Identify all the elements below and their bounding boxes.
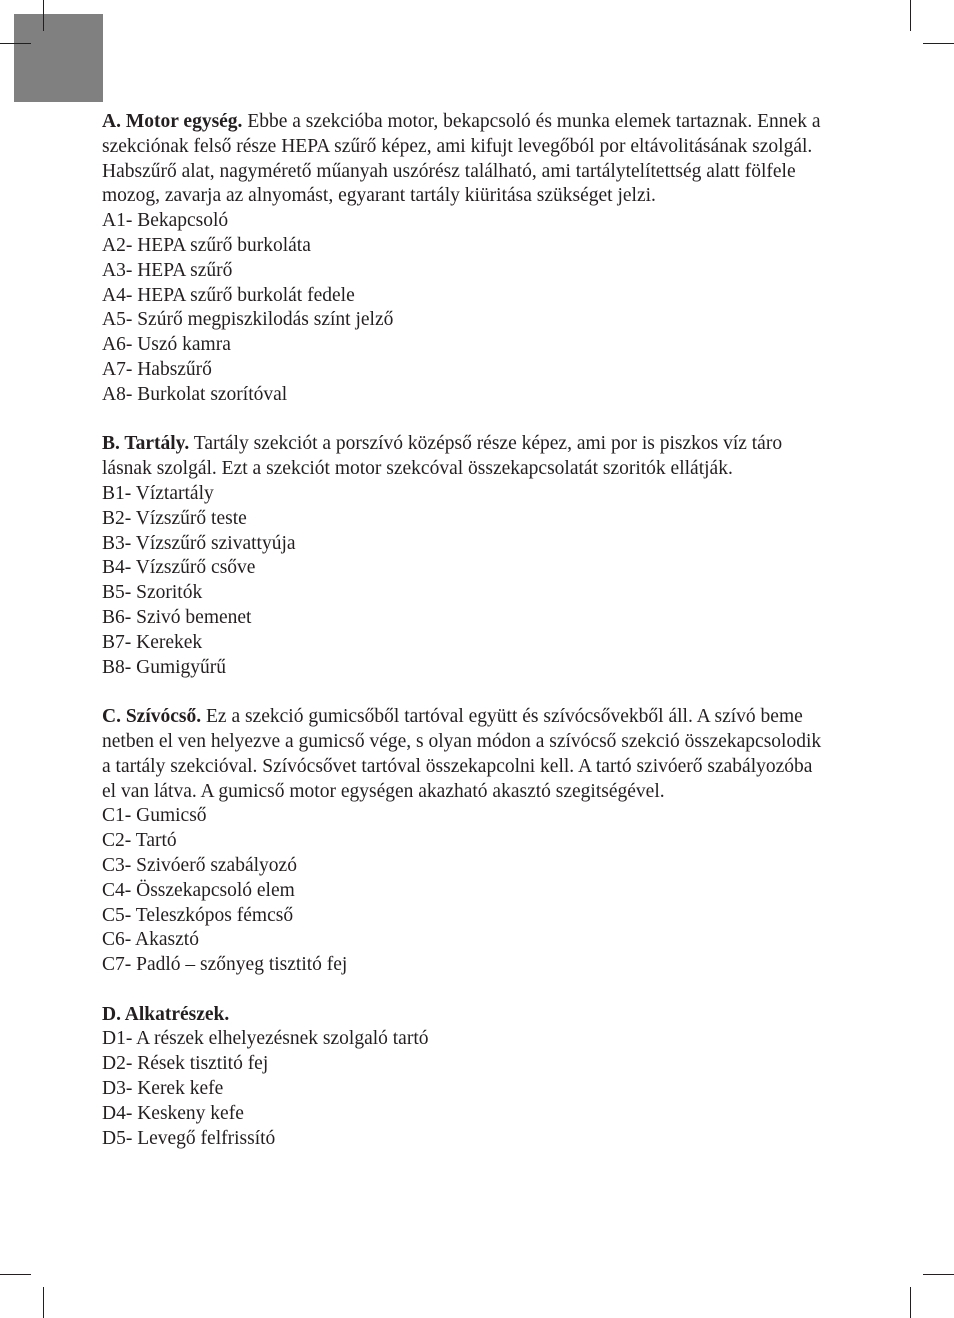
crop-mark [0,43,31,44]
crop-mark [923,43,954,44]
list-item: C4- Összekapcsoló elem [102,879,295,901]
list-item: C2- Tartó [102,830,177,852]
list-item: D5- Levegő felfrissító [102,1127,276,1149]
section-a-paragraph: A. Motor egység. Ebbe a szekcióba motor, bekapcsoló és munka elemek tartaznak. Ennek a [102,111,821,132]
crop-mark [43,0,44,31]
list-item: D2- Rések tisztitó fej [102,1053,269,1075]
crop-mark [0,1274,31,1275]
list-item: A2- HEPA szűrő burkoláta [102,234,311,256]
list-item: A8- Burkolat szorítóval [102,383,288,405]
section-a-title: A. Motor egység. [102,111,243,132]
list-item: B4- Vízszűrő csőve [102,557,256,579]
list-item: A5- Szúrő megpiszkilodás színt jelző [102,309,394,331]
section-a-line: szekciónak felső része HEPA szűrő képez, ami kifujt levegőból por eltávolitásának szolgál. [102,135,813,157]
list-item: B7- Kerekek [102,631,203,653]
section-a-line: Habszűrő alat, nagymérető műanyah uszórész található, ami tartálytelítettség alatt fölfele [102,160,796,182]
list-item: B8- Gumigyűrű [102,656,227,678]
section-a-line: mozog, zavarja az alnyomást, egyarant tartály kiüritása szükséget jelzi. [102,185,656,207]
crop-mark [910,1287,911,1318]
section-d-title: D. Alkatrészek. [102,1003,230,1025]
list-item: B6- Szivó bemenet [102,606,252,628]
list-item: C5- Teleszkópos fémcső [102,904,294,926]
list-item: C1- Gumicső [102,805,207,827]
list-item: B3- Vízszűrő szivattyúja [102,532,296,554]
section-b-line: lásnak szolgál. Ezt a szekciót motor szekcóval összekapcsolatát szoritók ellátják. [102,458,733,480]
crop-mark [43,1287,44,1318]
corner-gray-block [14,14,103,102]
section-c-line: el van látva. A gumicső motor egységen akazható akasztó szegitségével. [102,780,665,802]
section-c-line: a tartály szekcióval. Szívócsővet tartóval összekapcolni kell. A tartó szivóerő szabályozóba [102,755,813,777]
section-b-title: B. Tartály. [102,433,190,455]
list-item: A6- Uszó kamra [102,334,231,356]
document-body [102,110,882,1151]
list-item: C7- Padló – szőnyeg tisztitó fej [102,954,348,976]
section-b-paragraph: B. Tartály. Tartály szekciót a porszívó középső része képez, ami por is piszkos víz táro [102,433,783,455]
list-item: A1- Bekapcsoló [102,210,229,232]
list-item: D1- A részek elhelyezésnek szolgaló tartó [102,1028,429,1050]
list-item: A7- Habszűrő [102,358,212,380]
section-c-line: netben el ven helyezve a gumicső vége, s olyan módon a szívócső szekció összekapcsolodik [102,730,822,752]
list-item: B2- Vízszűrő teste [102,507,247,529]
section-c-title: C. Szívócső. [102,706,202,728]
list-item: A4- HEPA szűrő burkolát fedele [102,284,355,306]
list-item: C3- Szivóerő szabályozó [102,854,297,876]
list-item: B5- Szoritók [102,582,203,604]
list-item: D4- Keskeny kefe [102,1102,244,1124]
list-item: D3- Kerek kefe [102,1078,224,1100]
list-item: C6- Akasztó [102,929,199,951]
list-item: A3- HEPA szűrő [102,259,233,281]
list-item: B1- Víztartály [102,482,214,504]
section-c-paragraph: C. Szívócső. Ez a szekció gumicsőből tartóval együtt és szívócsővekből áll. A szívó beme [102,706,803,728]
crop-mark [923,1274,954,1275]
crop-mark [910,0,911,31]
